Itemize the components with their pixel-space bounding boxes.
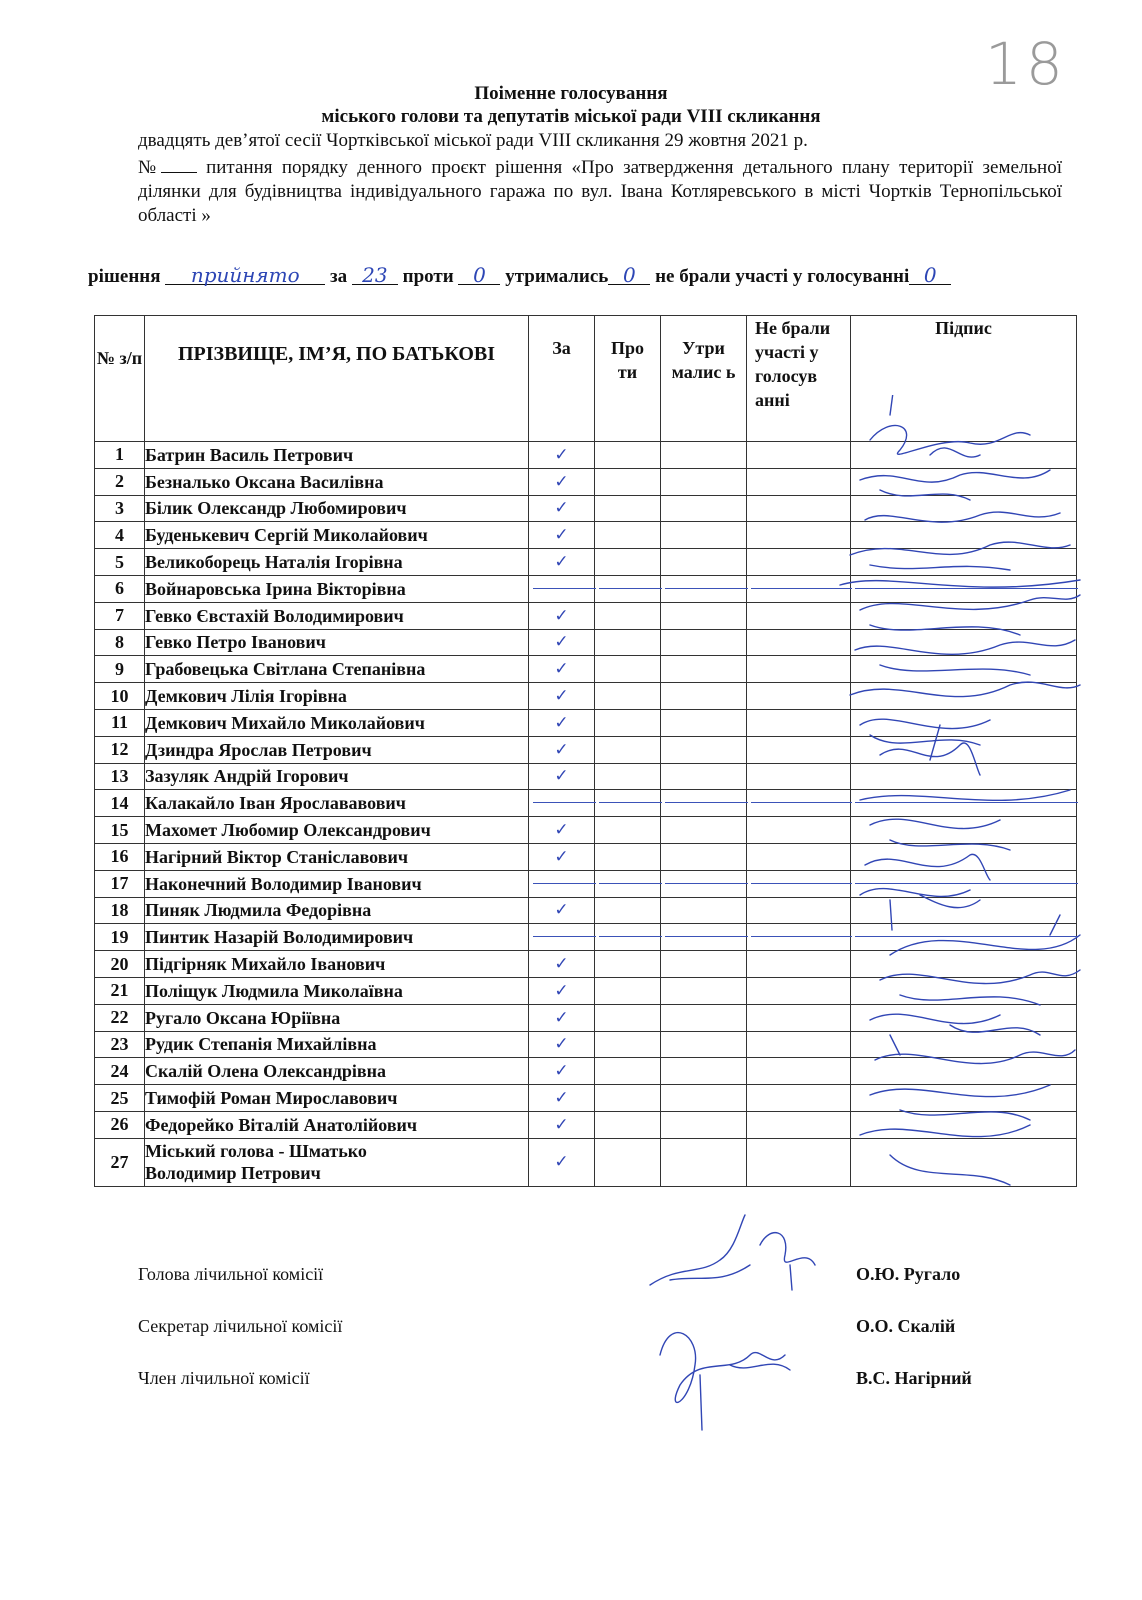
signature-cell: [851, 790, 1077, 817]
deputy-name: Дзиндра Ярослав Петрович: [145, 736, 529, 763]
not-voted-cell: [747, 1058, 851, 1085]
deputy-name: Білик Олександр Любомирович: [145, 495, 529, 522]
vote-for-cell: ✓: [529, 1085, 595, 1112]
not-voted-cell: [747, 897, 851, 924]
vote-abstained-cell: [661, 1138, 747, 1186]
signature-cell: [851, 495, 1077, 522]
absent-strike-line: [533, 936, 596, 937]
vote-abstained-cell: [661, 602, 747, 629]
absent-strike-line: [533, 883, 596, 884]
vote-abstained-cell: [661, 442, 747, 469]
vote-abstained-cell: [661, 951, 747, 978]
abstained-count: 0: [608, 266, 650, 285]
vote-abstained-cell: [661, 549, 747, 576]
deputy-name: Поліщук Людмила Миколаївна: [145, 977, 529, 1004]
commission-chair-name: О.Ю. Ругало: [856, 1264, 961, 1284]
header-name: ПРІЗВИЩЕ, ІМ’Я, ПО БАТЬКОВІ: [145, 316, 529, 442]
deputy-name: Тимофій Роман Мирославович: [145, 1085, 529, 1112]
not-voted-cell: [747, 977, 851, 1004]
row-number: 5: [95, 549, 145, 576]
deputy-name: Махомет Любомир Олександрович: [145, 817, 529, 844]
table-row: [95, 549, 1077, 576]
row-number: 16: [95, 843, 145, 870]
not-voted-cell: [747, 790, 851, 817]
vote-against-cell: [595, 1058, 661, 1085]
table-row: [95, 870, 1077, 897]
row-number: 27: [95, 1138, 145, 1186]
vote-abstained-cell: [661, 575, 747, 602]
row-number: 26: [95, 1111, 145, 1138]
row-number: 19: [95, 924, 145, 951]
vote-abstained-cell: [661, 1085, 747, 1112]
signature-cell: [851, 709, 1077, 736]
signature-cell: [851, 1138, 1077, 1186]
deputy-name: Пинтик Назарій Володимирович: [145, 924, 529, 951]
table-row: [95, 629, 1077, 656]
deputy-name: Грабовецька Світлана Степанівна: [145, 656, 529, 683]
row-number: 18: [95, 897, 145, 924]
signature-cell: [851, 1111, 1077, 1138]
signature-cell: [851, 763, 1077, 790]
row-number: 7: [95, 602, 145, 629]
vote-for-cell: ✓: [529, 495, 595, 522]
not-voted-count: 0: [909, 266, 951, 285]
not-voted-cell: [747, 575, 851, 602]
vote-for-cell: ✓: [529, 442, 595, 469]
header-against: Про ти: [595, 316, 661, 442]
vote-abstained-cell: [661, 629, 747, 656]
agenda-text: питання порядку денного проєкт рішення «Про затвердження детального плану території земельної ділянки для будівництва індивідуального гаража по вул. Івана Котляревського в місті Чортків Тернопільської області »: [138, 157, 1062, 226]
absent-strike-line: [751, 883, 852, 884]
vote-against-cell: [595, 495, 661, 522]
vote-for-cell: [529, 924, 595, 951]
vote-against-cell: [595, 709, 661, 736]
signature-cell: [851, 575, 1077, 602]
table-row: [95, 924, 1077, 951]
signature-cell: [851, 549, 1077, 576]
abstained-label: утримались: [505, 266, 609, 287]
table-row: [95, 468, 1077, 495]
session-line: двадцять дев’ятої сесії Чортківської міської ради VIII скликання 29 жовтня 2021 р.: [138, 130, 808, 151]
commission-secretary-role: Секретар лічильної комісії: [138, 1316, 343, 1336]
vote-abstained-cell: [661, 495, 747, 522]
vote-against-cell: [595, 468, 661, 495]
vote-for-cell: [529, 575, 595, 602]
vote-against-cell: [595, 977, 661, 1004]
table-row: [95, 1004, 1077, 1031]
row-number: 13: [95, 763, 145, 790]
commission-member-name: В.С. Нагірний: [856, 1368, 972, 1388]
not-voted-cell: [747, 1111, 851, 1138]
agenda-number-blank: [161, 156, 197, 173]
vote-abstained-cell: [661, 656, 747, 683]
vote-against-cell: [595, 843, 661, 870]
table-row: [95, 709, 1077, 736]
signature-cell: [851, 602, 1077, 629]
table-row: [95, 683, 1077, 710]
table-row: [95, 1085, 1077, 1112]
vote-for-cell: ✓: [529, 977, 595, 1004]
vote-against-cell: [595, 736, 661, 763]
vote-against-cell: [595, 1138, 661, 1186]
table-row: [95, 575, 1077, 602]
not-voted-cell: [747, 442, 851, 469]
vote-for-cell: ✓: [529, 843, 595, 870]
row-number: 8: [95, 629, 145, 656]
vote-abstained-cell: [661, 736, 747, 763]
vote-against-cell: [595, 924, 661, 951]
vote-abstained-cell: [661, 1004, 747, 1031]
vote-for-cell: ✓: [529, 629, 595, 656]
signature-cell: [851, 870, 1077, 897]
table-row: [95, 1111, 1077, 1138]
vote-abstained-cell: [661, 790, 747, 817]
deputy-name: Демкович Михайло Миколайович: [145, 709, 529, 736]
signature-cell: [851, 442, 1077, 469]
vote-against-cell: [595, 602, 661, 629]
vote-for-cell: ✓: [529, 1138, 595, 1186]
vote-abstained-cell: [661, 709, 747, 736]
row-number: 20: [95, 951, 145, 978]
not-voted-cell: [747, 763, 851, 790]
table-row: [95, 951, 1077, 978]
vote-against-cell: [595, 1085, 661, 1112]
deputy-name: Войнаровська Ірина Вікторівна: [145, 575, 529, 602]
deputy-name: Великоборець Наталія Ігорівна: [145, 549, 529, 576]
table-row: [95, 442, 1077, 469]
row-number: 22: [95, 1004, 145, 1031]
not-voted-cell: [747, 951, 851, 978]
absent-strike-line: [533, 802, 596, 803]
absent-strike-line: [665, 883, 748, 884]
not-voted-cell: [747, 683, 851, 710]
document-subtitle: міського голови та депутатів міської ради VIII скликання: [321, 106, 821, 127]
absent-strike-line: [855, 588, 1078, 589]
table-header-row: [95, 316, 1077, 442]
deputy-name: Батрин Василь Петрович: [145, 442, 529, 469]
absent-strike-line: [599, 883, 662, 884]
deputy-name: Демкович Лілія Ігорівна: [145, 683, 529, 710]
deputy-name: Безналько Оксана Василівна: [145, 468, 529, 495]
commission-chair-role: Голова лічильної комісії: [138, 1264, 324, 1284]
header-num: № з/п: [95, 316, 145, 442]
vote-for-cell: ✓: [529, 817, 595, 844]
deputy-name: Скалій Олена Олександрівна: [145, 1058, 529, 1085]
absent-strike-line: [533, 588, 596, 589]
vote-abstained-cell: [661, 843, 747, 870]
vote-against-cell: [595, 522, 661, 549]
absent-strike-line: [751, 588, 852, 589]
vote-against-cell: [595, 951, 661, 978]
not-voted-cell: [747, 522, 851, 549]
absent-strike-line: [751, 936, 852, 937]
row-number: 10: [95, 683, 145, 710]
absent-strike-line: [599, 588, 662, 589]
agenda-number-label: №: [138, 157, 161, 178]
row-number: 9: [95, 656, 145, 683]
for-label: за: [330, 266, 348, 287]
vote-for-cell: ✓: [529, 549, 595, 576]
absent-strike-line: [855, 802, 1078, 803]
vote-against-cell: [595, 1004, 661, 1031]
row-number: 25: [95, 1085, 145, 1112]
vote-for-cell: ✓: [529, 736, 595, 763]
table-row: [95, 817, 1077, 844]
not-voted-cell: [747, 495, 851, 522]
deputy-name: Підгірняк Михайло Іванович: [145, 951, 529, 978]
absent-strike-line: [665, 588, 748, 589]
vote-for-cell: ✓: [529, 656, 595, 683]
vote-for-cell: ✓: [529, 1058, 595, 1085]
vote-abstained-cell: [661, 817, 747, 844]
absent-strike-line: [855, 936, 1078, 937]
deputy-name: Буденькевич Сергій Миколайович: [145, 522, 529, 549]
roll-call-table: [94, 315, 1077, 1187]
vote-abstained-cell: [661, 1058, 747, 1085]
absent-strike-line: [599, 936, 662, 937]
against-count: 0: [458, 266, 500, 285]
deputy-name: Нагірний Віктор Станіславович: [145, 843, 529, 870]
not-voted-cell: [747, 602, 851, 629]
vote-for-cell: ✓: [529, 522, 595, 549]
vote-for-cell: ✓: [529, 951, 595, 978]
decision-label: рішення: [88, 266, 161, 287]
not-voted-cell: [747, 656, 851, 683]
not-voted-cell: [747, 1004, 851, 1031]
signature-cell: [851, 683, 1077, 710]
signature-cell: [851, 1004, 1077, 1031]
table-row: [95, 763, 1077, 790]
deputy-name: Федорейко Віталій Анатолійович: [145, 1111, 529, 1138]
deputy-name: Пиняк Людмила Федорівна: [145, 897, 529, 924]
vote-for-cell: ✓: [529, 1004, 595, 1031]
vote-against-cell: [595, 629, 661, 656]
row-number: 15: [95, 817, 145, 844]
vote-abstained-cell: [661, 870, 747, 897]
row-number: 12: [95, 736, 145, 763]
row-number: 4: [95, 522, 145, 549]
not-voted-cell: [747, 817, 851, 844]
signature-cell: [851, 951, 1077, 978]
vote-abstained-cell: [661, 1111, 747, 1138]
deputy-name: Зазуляк Андрій Ігорович: [145, 763, 529, 790]
table-row: [95, 843, 1077, 870]
vote-abstained-cell: [661, 1031, 747, 1058]
against-label: проти: [402, 266, 454, 287]
table-row: [95, 656, 1077, 683]
signature-cell: [851, 1058, 1077, 1085]
vote-against-cell: [595, 817, 661, 844]
table-row: [95, 977, 1077, 1004]
not-voted-cell: [747, 709, 851, 736]
header-not-voted: Не брали участі у голосув анні: [747, 316, 851, 442]
vote-for-cell: ✓: [529, 1111, 595, 1138]
signature-cell: [851, 468, 1077, 495]
row-number: 24: [95, 1058, 145, 1085]
vote-abstained-cell: [661, 522, 747, 549]
vote-against-cell: [595, 870, 661, 897]
not-voted-cell: [747, 1085, 851, 1112]
not-voted-cell: [747, 736, 851, 763]
vote-against-cell: [595, 1111, 661, 1138]
table-row: [95, 736, 1077, 763]
vote-against-cell: [595, 1031, 661, 1058]
row-number: 1: [95, 442, 145, 469]
deputy-name: Гевко Петро Іванович: [145, 629, 529, 656]
vote-abstained-cell: [661, 897, 747, 924]
commission-secretary-name: О.О. Скалій: [856, 1316, 956, 1336]
deputy-name: Наконечний Володимир Іванович: [145, 870, 529, 897]
row-number: 23: [95, 1031, 145, 1058]
decision-value: прийнято: [165, 266, 325, 285]
header-signature: Підпис: [851, 316, 1077, 442]
vote-for-cell: ✓: [529, 709, 595, 736]
absent-strike-line: [751, 802, 852, 803]
not-voted-cell: [747, 629, 851, 656]
vote-against-cell: [595, 442, 661, 469]
vote-against-cell: [595, 575, 661, 602]
absent-strike-line: [855, 883, 1078, 884]
vote-abstained-cell: [661, 468, 747, 495]
signature-cell: [851, 843, 1077, 870]
row-number: 11: [95, 709, 145, 736]
vote-for-cell: ✓: [529, 683, 595, 710]
deputy-name: Рудик Степанія Михайлівна: [145, 1031, 529, 1058]
signature-cell: [851, 629, 1077, 656]
not-voted-cell: [747, 870, 851, 897]
not-voted-cell: [747, 468, 851, 495]
header-abstained: Утри малис ь: [661, 316, 747, 442]
row-number: 21: [95, 977, 145, 1004]
signature-cell: [851, 817, 1077, 844]
vote-for-cell: [529, 870, 595, 897]
deputy-name: Ругало Оксана Юріївна: [145, 1004, 529, 1031]
not-voted-cell: [747, 1138, 851, 1186]
vote-for-cell: [529, 790, 595, 817]
vote-against-cell: [595, 656, 661, 683]
vote-result-line: [88, 263, 1068, 288]
document-title: Поіменне голосування: [474, 83, 668, 104]
vote-for-cell: ✓: [529, 602, 595, 629]
signature-cell: [851, 656, 1077, 683]
signature-cell: [851, 924, 1077, 951]
signature-cell: [851, 897, 1077, 924]
vote-abstained-cell: [661, 924, 747, 951]
row-number: 3: [95, 495, 145, 522]
row-number: 6: [95, 575, 145, 602]
header-for: За: [529, 316, 595, 442]
page-number: 18: [985, 30, 1067, 98]
not-voted-cell: [747, 843, 851, 870]
table-row: [95, 790, 1077, 817]
not-voted-cell: [747, 549, 851, 576]
absent-strike-line: [665, 936, 748, 937]
deputy-name: Калакайло Іван Ярослававович: [145, 790, 529, 817]
signature-cell: [851, 1085, 1077, 1112]
signature-cell: [851, 1031, 1077, 1058]
row-number: 14: [95, 790, 145, 817]
table-row: [95, 522, 1077, 549]
table-row: [95, 602, 1077, 629]
deputy-name: Міський голова - Шматько Володимир Петрович: [145, 1138, 529, 1186]
vote-for-cell: ✓: [529, 1031, 595, 1058]
vote-abstained-cell: [661, 763, 747, 790]
table-row: [95, 1138, 1077, 1186]
for-count: 23: [352, 266, 398, 285]
vote-against-cell: [595, 897, 661, 924]
signature-cell: [851, 736, 1077, 763]
signature-cell: [851, 977, 1077, 1004]
agenda-item: [138, 156, 1062, 228]
vote-abstained-cell: [661, 683, 747, 710]
vote-for-cell: ✓: [529, 468, 595, 495]
vote-for-cell: ✓: [529, 897, 595, 924]
table-row: [95, 1031, 1077, 1058]
deputy-name: Гевко Євстахій Володимирович: [145, 602, 529, 629]
row-number: 2: [95, 468, 145, 495]
table-row: [95, 897, 1077, 924]
vote-against-cell: [595, 790, 661, 817]
vote-abstained-cell: [661, 977, 747, 1004]
not-voted-cell: [747, 1031, 851, 1058]
table-body: [95, 442, 1077, 1187]
signature-cell: [851, 522, 1077, 549]
vote-for-cell: ✓: [529, 763, 595, 790]
absent-strike-line: [665, 802, 748, 803]
table-row: [95, 1058, 1077, 1085]
absent-strike-line: [599, 802, 662, 803]
not-voted-cell: [747, 924, 851, 951]
table-row: [95, 495, 1077, 522]
not-voted-label: не брали участі у голосуванні: [655, 266, 910, 287]
commission-member-role: Член лічильної комісії: [138, 1368, 310, 1388]
vote-against-cell: [595, 549, 661, 576]
vote-against-cell: [595, 763, 661, 790]
commission-signatures: [640, 1205, 840, 1435]
vote-against-cell: [595, 683, 661, 710]
row-number: 17: [95, 870, 145, 897]
